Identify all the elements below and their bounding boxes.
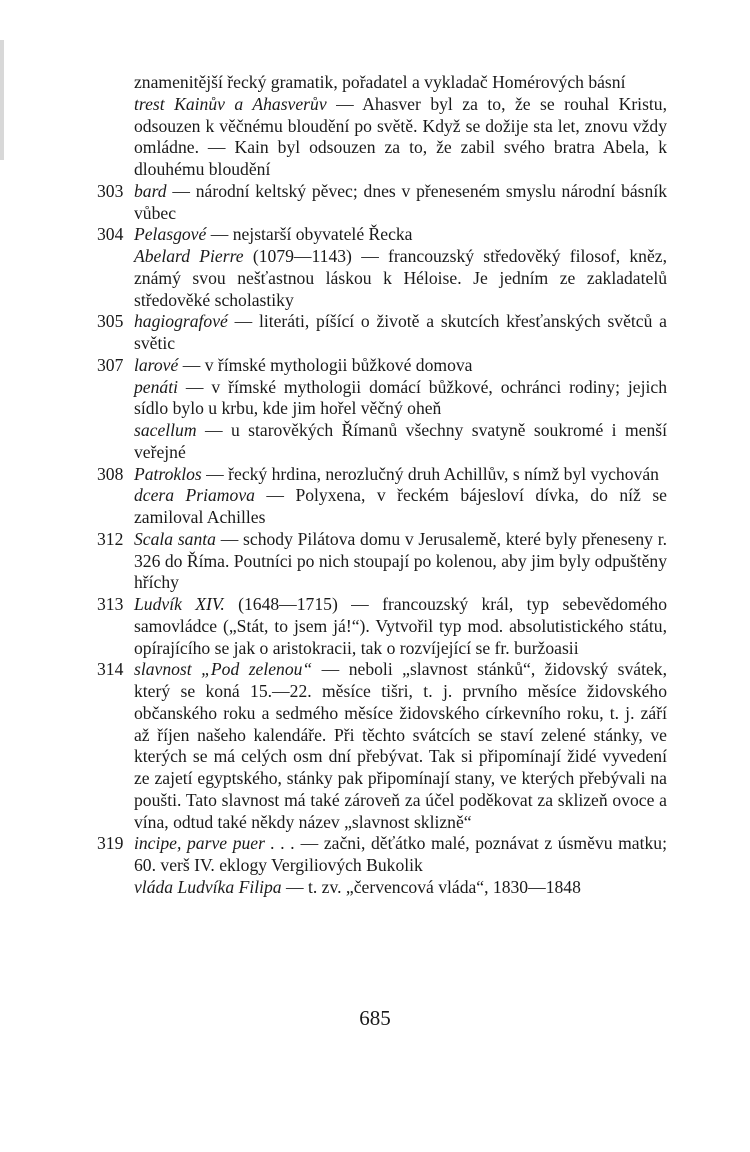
- page-number: 685: [359, 1006, 391, 1030]
- note-text: — Ahasver byl za to, že se rouhal Kristu, odsouzen k věčnému bloudění po světě. Když se dožije sta let, znovu vždy omládne. — Kain byl odsouzen za to, že zabil svého bratra Abela, k dlouhému bloudění: [134, 93, 667, 179]
- note-entry: [97, 464, 667, 486]
- page-reference: 305: [97, 311, 124, 332]
- glossary-notes: [97, 72, 667, 899]
- note-entry: [97, 311, 667, 355]
- note-term: slavnost „Pod zelenou“: [134, 659, 313, 680]
- note-text: — začni, děťátko malé, poznávat z úsměvu matku; 60. verš IV. eklogy Vergiliových Bukolik: [134, 833, 667, 875]
- note-entry: [97, 181, 667, 225]
- note-term: bard: [134, 180, 167, 201]
- note-term: hagiografové: [134, 311, 228, 332]
- note-entry: [97, 355, 667, 377]
- note-text: — Polyxena, v řeckém bájesloví dívka, do níž se zamiloval Achilles: [134, 485, 667, 527]
- note-entry: [97, 833, 667, 877]
- note-term: Ludvík XIV.: [134, 594, 225, 614]
- note-term: Scala santa: [134, 528, 216, 549]
- note-term: trest Kainův a Ahasverův: [134, 93, 327, 114]
- note-term: penáti: [134, 376, 178, 397]
- scan-edge-shadow: [0, 40, 4, 160]
- note-entry: [97, 377, 667, 421]
- note-entry: [97, 485, 667, 529]
- note-term: vláda Ludvíka Filipa: [134, 876, 282, 897]
- note-term: dcera Priamova: [134, 485, 255, 506]
- note-text: — v římské mythologii domácí bůžkové, ochránci rodiny; jejich sídlo bylo u krbu, kde jim hořel věčný oheň: [134, 376, 667, 419]
- note-text: (1079—1143) — francouzský středověký filosof, kněz, známý svou nešťastnou láskou k Héloise. Je jedním ze zakladatelů středověké scholastiky: [134, 246, 667, 310]
- page-reference: 307: [97, 354, 124, 375]
- note-text: — t. zv. „červencová vláda“, 1830—1848: [281, 876, 581, 897]
- note-text: — řecký hrdina, nerozlučný druh Achillův, s nímž byl vychován: [201, 463, 659, 484]
- note-entry: [97, 72, 667, 94]
- page-reference: 319: [97, 833, 124, 854]
- page-reference: 312: [97, 528, 124, 549]
- note-entry: [97, 877, 667, 899]
- page-reference: 303: [97, 180, 124, 201]
- page-reference: 304: [97, 224, 124, 245]
- note-entry: [97, 94, 667, 181]
- note-text: znamenitější řecký gramatik, pořadatel a vykladač Homérových básní: [134, 72, 626, 92]
- note-term: incipe, parve puer . . .: [134, 833, 295, 854]
- note-text: — schody Pilátova domu v Jerusalemě, které byly přeneseny r. 326 do Říma. Poutníci po nich stoupají po kolenou, aby jim byly odpuštěny hříchy: [134, 528, 667, 593]
- note-term: Pelasgové: [134, 224, 207, 245]
- note-entry: [97, 246, 667, 311]
- note-text: (1648—1715) — francouzský král, typ sebevědomého samovládce („Stát, to jsem já!“). Vytvořil typ mod. absolutistického státu, opírajícího se jak o aristokracii, tak o rozvíjející se fr. buržoasii: [134, 594, 668, 658]
- note-term: sacellum: [134, 420, 197, 440]
- page-reference: 313: [97, 594, 124, 614]
- note-entry: [97, 594, 667, 659]
- note-entry: [97, 659, 667, 833]
- note-entry: [97, 420, 667, 464]
- note-entry: [97, 529, 667, 594]
- note-text: — v římské mythologii bůžkové domova: [178, 354, 473, 375]
- note-text: — národní keltský pěvec; dnes v přeneseném smyslu národní básník vůbec: [134, 180, 667, 223]
- note-text: — u starověkých Římanů všechny svatyně soukromé i menší veřejné: [134, 420, 667, 462]
- page-reference: 314: [97, 659, 124, 680]
- note-term: larové: [134, 354, 179, 375]
- note-text: — nejstarší obyvatelé Řecka: [206, 224, 413, 245]
- note-term: Patroklos: [134, 463, 202, 484]
- note-term: Abelard Pierre: [134, 246, 244, 266]
- note-text: — neboli „slavnost stánků“, židovský svátek, který se koná 15.—22. měsíce tišri, t. j. prvního měsíce židovského občanského roku a sedmého měsíce židovského církevního roku, t. j. září až říjen našeho kalendáře. Při těchto svátcích se staví zelené stánky, ve kterých se má celých osm dní přebývat. Tak si připomínají židé vyvedení ze zajetí egyptského, stánky pak připomínají stany, ve kterých přebývali na poušti. Tato slavnost má také zároveň za účel poděkovat za sklizeň ovoce a vína, odtud také někdy název „slavnost sklizně“: [134, 659, 667, 832]
- note-text: — literáti, píšící o životě a skutcích křesťanských světců a světic: [134, 311, 667, 353]
- note-entry: [97, 224, 667, 246]
- page-reference: 308: [97, 463, 124, 484]
